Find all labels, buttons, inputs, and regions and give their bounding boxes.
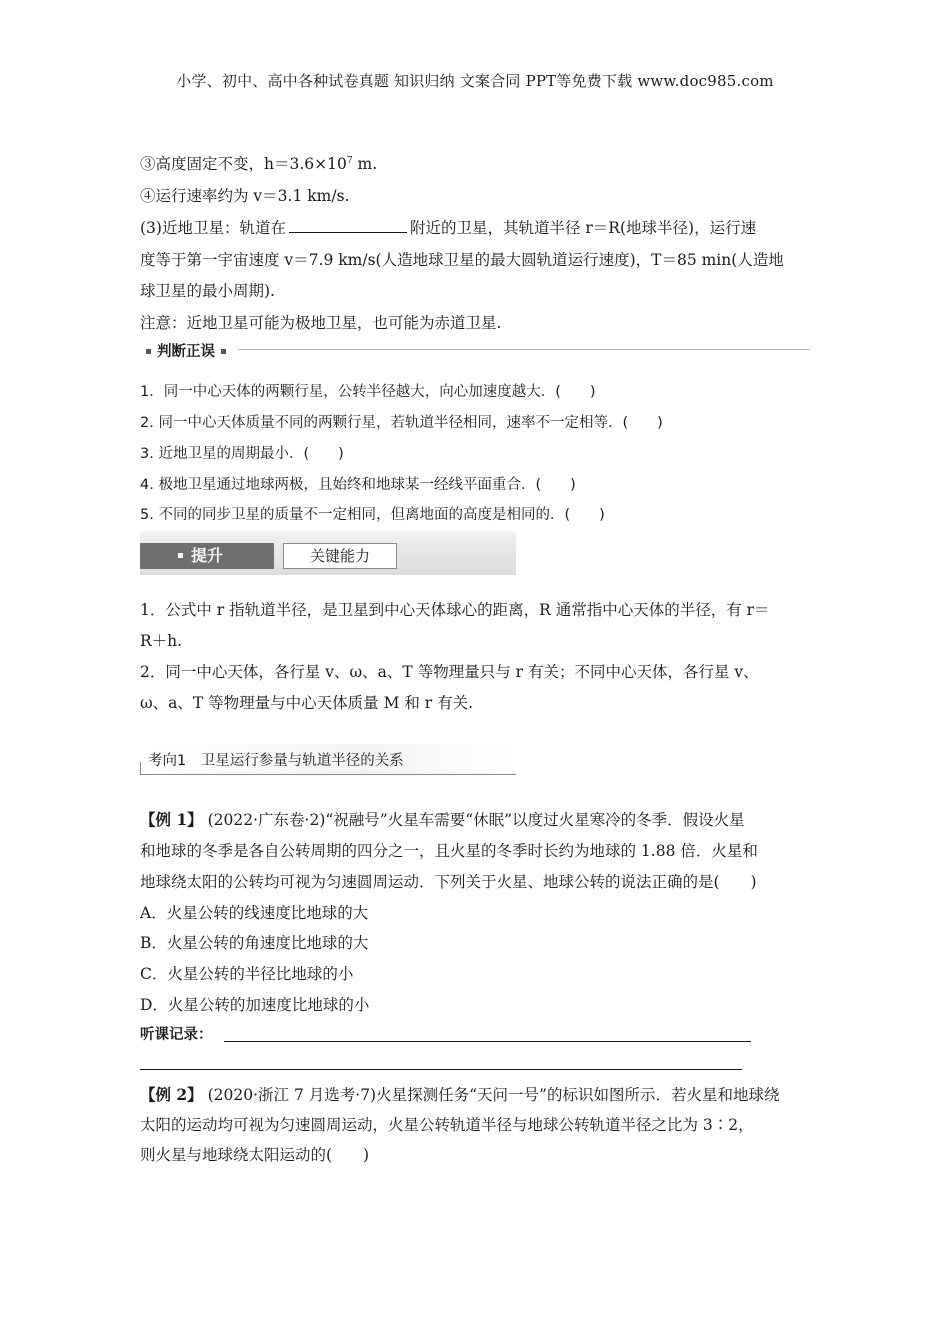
key-point-2-line-1: 2．同一中心天体，各行星 v、ω、a、T 等物理量只与 r 有关；不同中心天体，各行星 v、: [140, 663, 759, 681]
judge-item-5: 5. 不同的同步卫星的质量不一定相同，但离地面的高度是相同的．( ): [140, 507, 605, 523]
option-c: C．火星公转的半径比地球的小: [140, 965, 354, 983]
item-4: ④运行速率约为 v＝3.1 km/s.: [140, 187, 350, 205]
item-3-text: ③高度固定不变，h＝3.6×10: [140, 155, 347, 173]
notes-label: 听课记录：: [140, 1027, 213, 1043]
banner-left-text: 提升: [191, 546, 224, 565]
judge-title: [140, 340, 238, 361]
banner-right: 关键能力: [283, 543, 397, 569]
banner-left: [140, 543, 274, 569]
option-d: D．火星公转的加速度比地球的小: [140, 996, 370, 1014]
near-earth-line-2: 度等于第一宇宙速度 v＝7.9 km/s(人造地球卫星的最大圆轨道运行速度)，T＝85 min(人造地: [140, 251, 784, 269]
key-point-2-line-2: ω、a、T 等物理量与中心天体质量 M 和 r 有关.: [140, 694, 474, 712]
example-1-line-3: 地球绕太阳的公转均可视为匀速圆周运动．下列关于火星、地球公转的说法正确的是( ): [140, 873, 757, 891]
near-earth-line-3: 球卫星的最小周期).: [140, 282, 275, 300]
option-b: B．火星公转的角速度比地球的大: [140, 934, 369, 952]
square-bullet-icon: [146, 349, 151, 354]
judge-item-1: 1．同一中心天体的两颗行星，公转半径越大，向心加速度越大．( ): [140, 384, 596, 400]
example-1-tag: 【例 1】: [140, 810, 203, 829]
note: 注意：近地卫星可能为极地卫星，也可能为赤道卫星.: [140, 314, 502, 332]
notes-line-1[interactable]: [224, 1041, 751, 1042]
example-2-line-1: [140, 1083, 779, 1105]
square-bullet-icon: [221, 349, 226, 354]
example-1-line-2: 和地球的冬季是各自公转周期的四分之一，且火星的冬季时长约为地球的 1.88 倍．火星和: [140, 842, 758, 860]
near-earth-pre: (3)近地卫星：轨道在: [140, 219, 286, 237]
kaoxiang-rule: [140, 774, 516, 775]
item-3: [140, 152, 377, 174]
judge-title-text: 判断正误: [157, 344, 215, 360]
kaoxiang-tick: [140, 762, 141, 774]
item-3-unit: m.: [352, 155, 378, 173]
judge-item-4: 4. 极地卫星通过地球两极，且始终和地球某一经线平面重合．( ): [140, 477, 576, 493]
judge-divider: [140, 349, 810, 350]
page-header: 小学、初中、高中各种试卷真题 知识归纳 文案合同 PPT等免费下载 www.doc985.com: [176, 72, 774, 90]
key-point-1-line-2: R＋h.: [140, 632, 183, 650]
item-3-exponent: 7: [346, 156, 353, 166]
near-earth-post: 附近的卫星，其轨道半径 r＝R(地球半径)，运行速: [409, 219, 757, 237]
judge-item-3: 3. 近地卫星的周期最小．( ): [140, 446, 344, 462]
example-2-line-2: 太阳的运动均可视为匀速圆周运动，火星公转轨道半径与地球公转轨道半径之比为 3∶2，: [140, 1116, 754, 1134]
example-2-text-1: (2020·浙江 7 月选考·7)火星探测任务“天问一号”的标识如图所示．若火星和地球绕: [207, 1086, 780, 1104]
kaoxiang-label: 考向1 卫星运行参量与轨道半径的关系: [148, 753, 404, 769]
option-a: A．火星公转的线速度比地球的大: [140, 904, 369, 922]
example-2-line-3: 则火星与地球绕太阳运动的( ): [140, 1146, 370, 1164]
key-point-1-line-1: 1．公式中 r 指轨道半径，是卫星到中心天体球心的距离，R 通常指中心天体的半径，有 r＝: [140, 601, 770, 619]
notes-line-2[interactable]: [140, 1069, 742, 1070]
near-earth-line-1: [140, 216, 756, 238]
fill-blank[interactable]: [289, 218, 407, 233]
example-2-tag: 【例 2】: [140, 1085, 203, 1104]
square-bullet-icon: [178, 553, 183, 558]
example-1-line-1: [140, 808, 745, 830]
judge-item-2: 2. 同一中心天体质量不同的两颗行星，若轨道半径相同，速率不一定相等．( ): [140, 415, 663, 431]
example-1-text-1: (2022·广东卷·2)“祝融号”火星车需要“休眠”以度过火星寒冷的冬季．假设火星: [207, 811, 745, 829]
